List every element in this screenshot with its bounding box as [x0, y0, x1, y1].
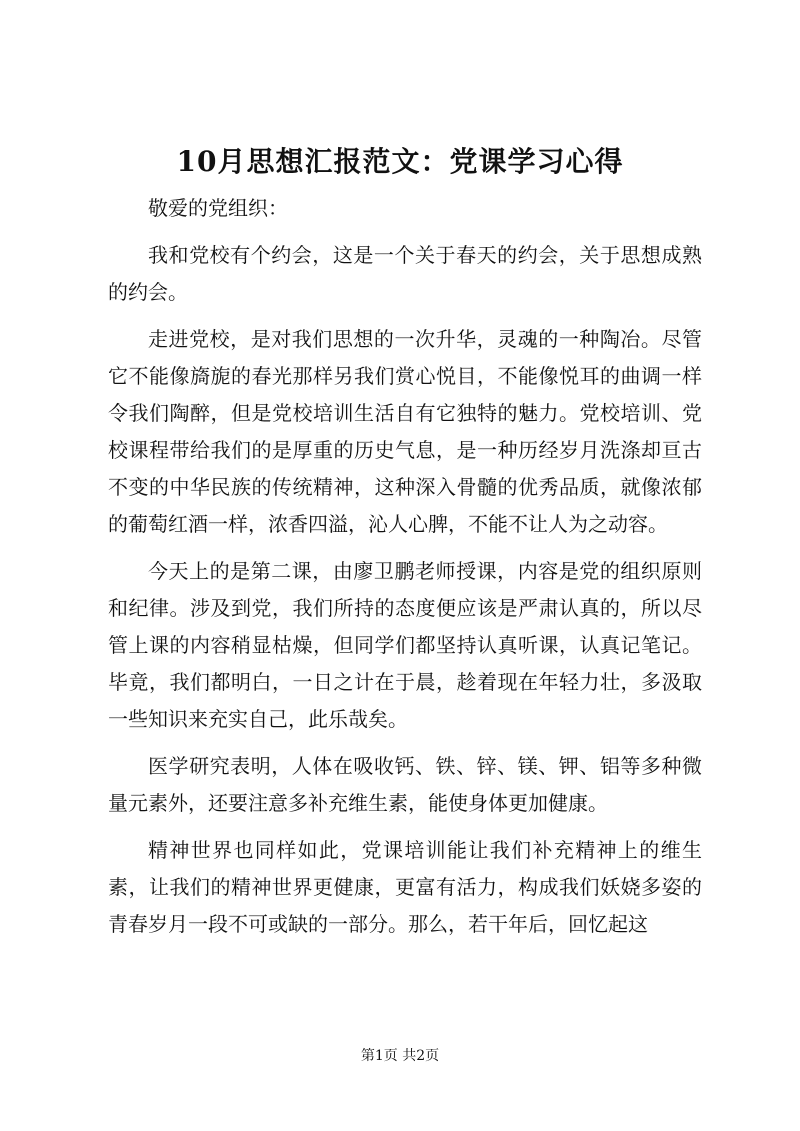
document-title: 10月思想汇报范文：党课学习心得	[176, 145, 624, 178]
document-body	[108, 190, 702, 953]
paragraph-salutation: 敬爱的党组织：	[148, 196, 288, 220]
paragraph: 医学研究表明，人体在吸收钙、铁、锌、镁、钾、铝等多种微量元素外，还要注意多补充维生素，能使身体更加健康。	[108, 754, 702, 815]
paragraph: 精神世界也同样如此，党课培训能让我们补充精神上的维生素，让我们的精神世界更健康，更富有活力，构成我们妖娆多姿的青春岁月一段不可或缺的一部分。那么，若干年后，回忆起这	[108, 838, 702, 936]
paragraph: 我和党校有个约会，这是一个关于春天的约会，关于思想成熟的约会。	[108, 243, 702, 304]
paragraph: 今天上的是第二课，由廖卫鹏老师授课，内容是党的组织原则和纪律。涉及到党，我们所持的态度便应该是严肃认真的，所以尽管上课的内容稍显枯燥，但同学们都坚持认真听课，认真记笔记。毕竟，我们都明白，一日之计在于晨，趁着现在年轻力壮，多汲取一些知识来充实自己，此乐哉矣。	[108, 559, 702, 731]
page-number-footer: 第1页 共2页	[360, 1048, 440, 1064]
paragraph: 走进党校，是对我们思想的一次升华，灵魂的一种陶冶。尽管它不能像旖旎的春光那样另我们赏心悦目，不能像悦耳的曲调一样令我们陶醉，但是党校培训生活自有它独特的魅力。党校培训、党校课程带给我们的是厚重的历史气息，是一种历经岁月洗涤却亘古不变的中华民族的传统精神，这种深入骨髓的优秀品质，就像浓郁的葡萄红酒一样，浓香四溢，沁人心脾，不能不让人为之动容。	[108, 327, 702, 536]
